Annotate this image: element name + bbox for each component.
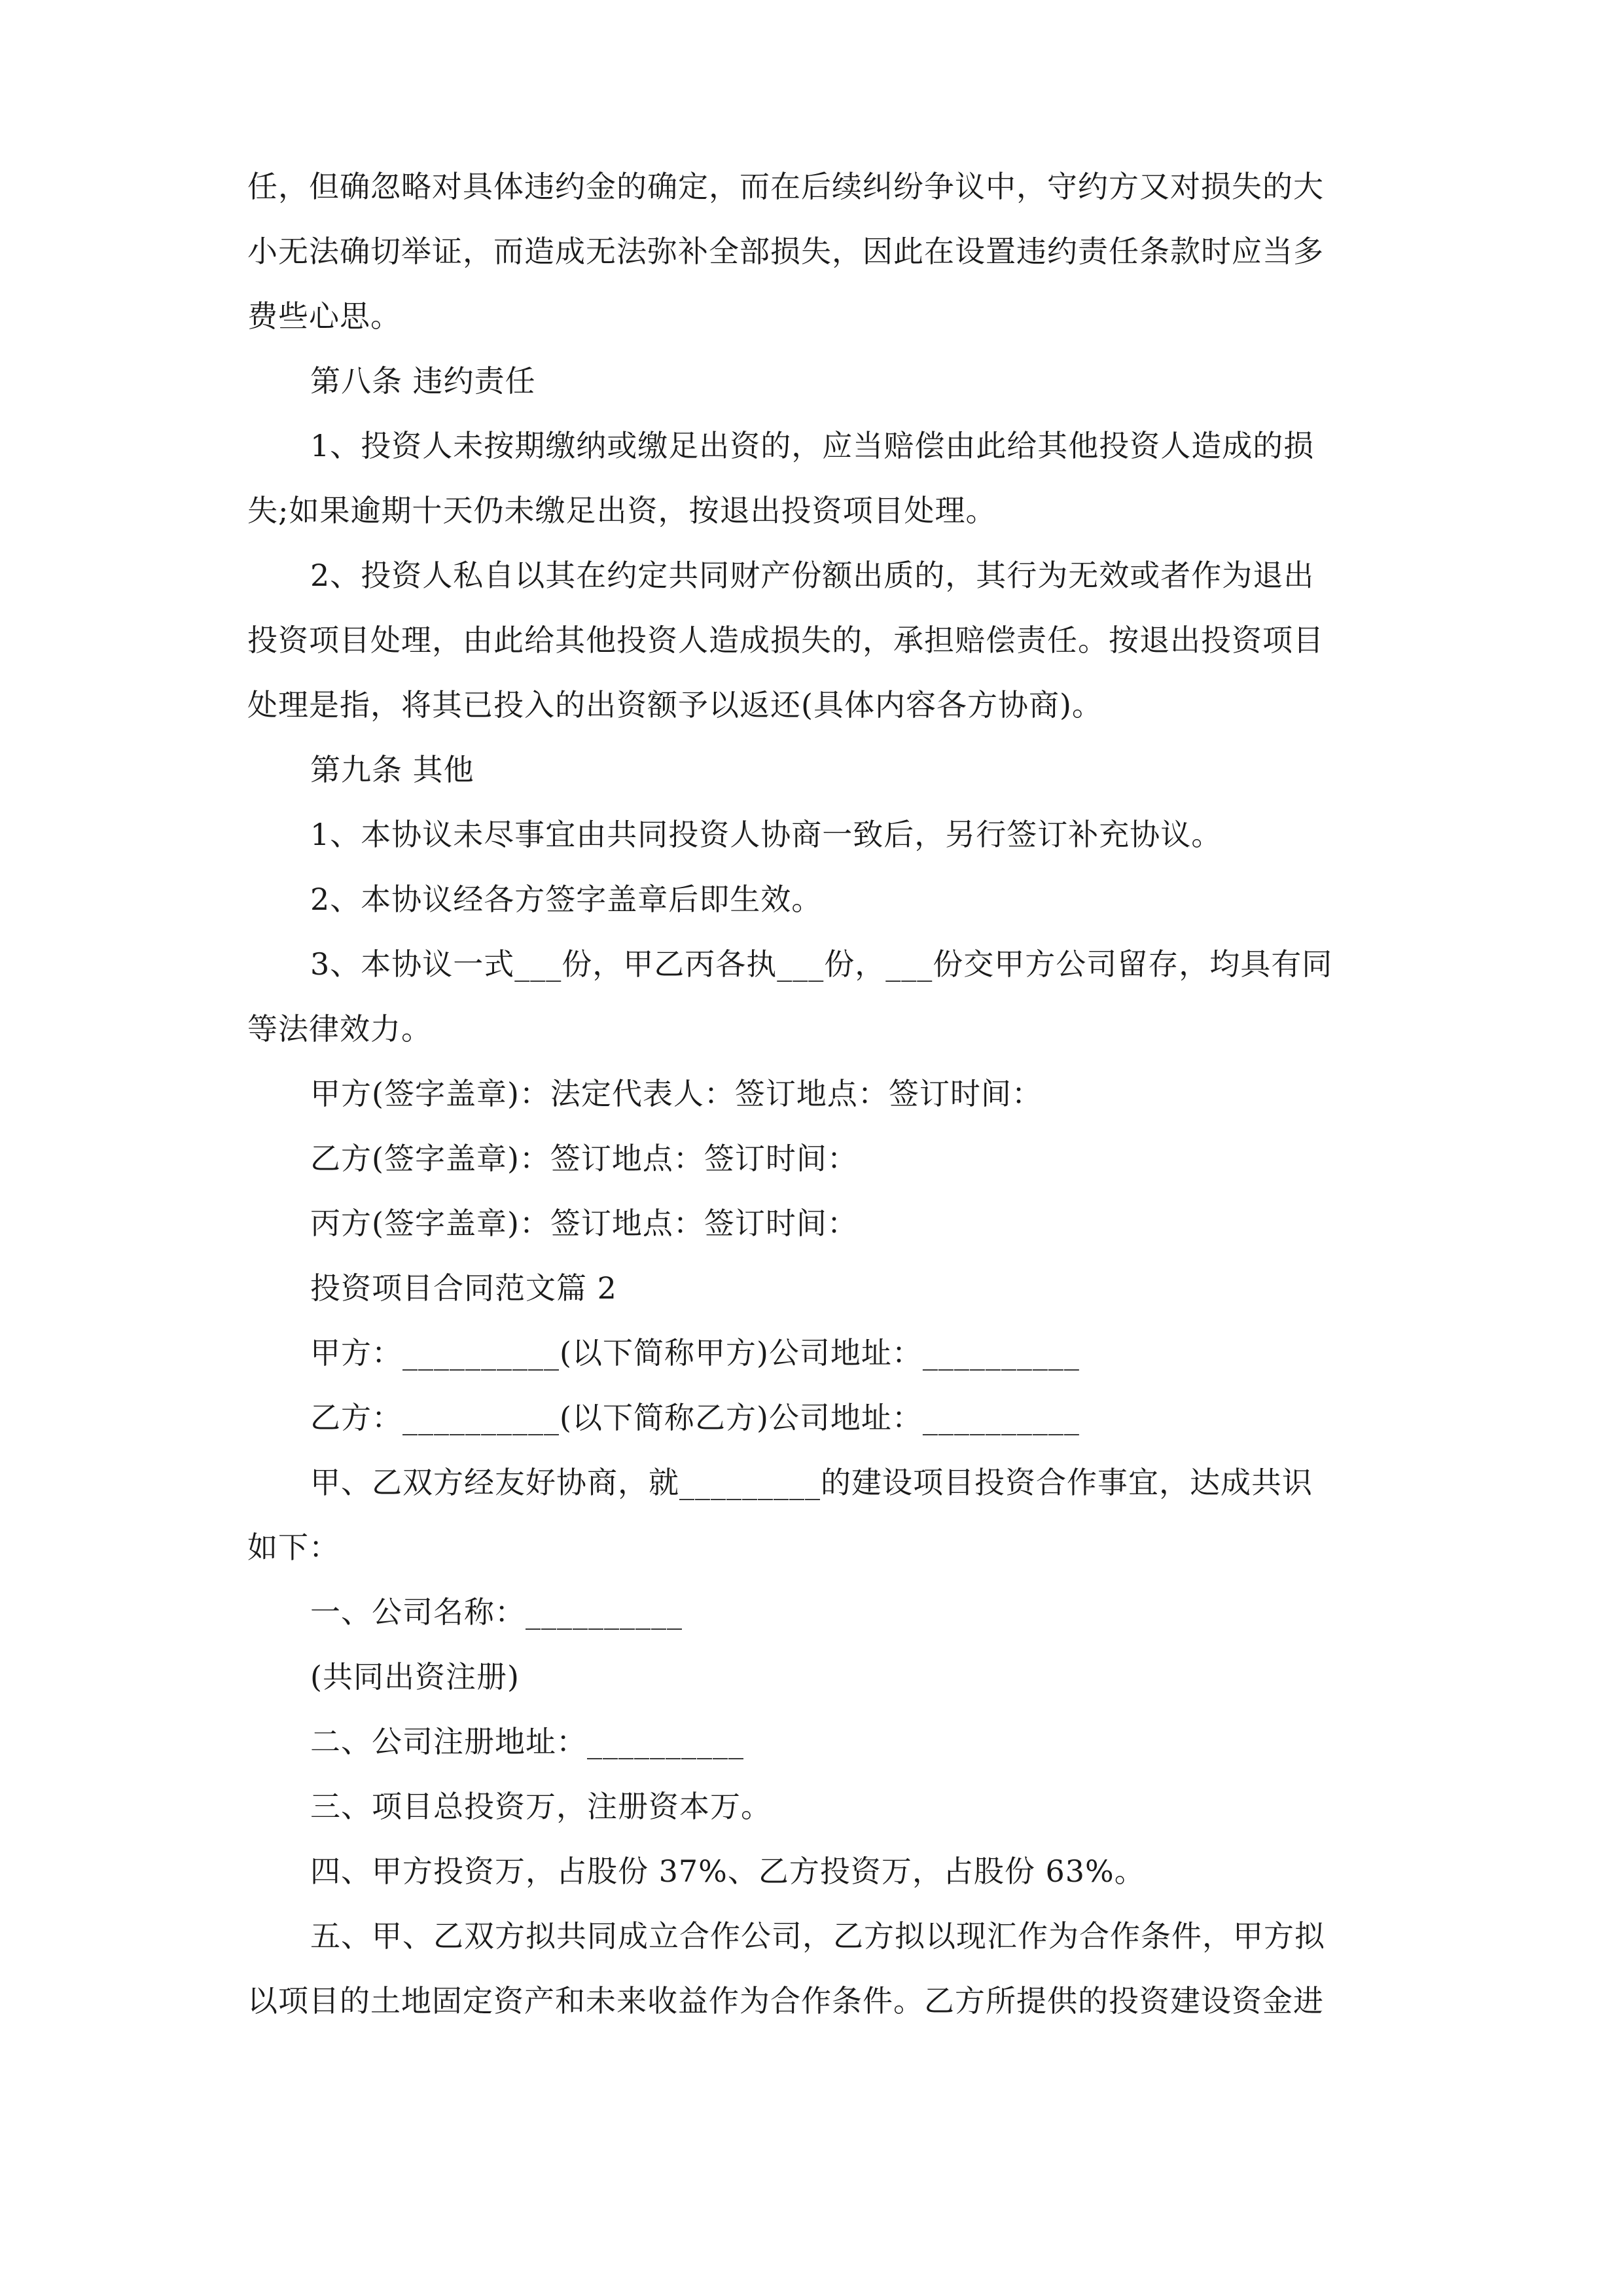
text-line: 1、投资人未按期缴纳或缴足出资的，应当赔偿由此给其他投资人造成的损	[310, 428, 1315, 463]
text-line: 一、公司名称：__________	[310, 1594, 683, 1630]
text-line: 3、本协议一式___份，甲乙丙各执___份，___份交甲方公司留存，均具有同	[310, 946, 1333, 982]
document-body	[247, 154, 1383, 2034]
text-line: 四、甲方投资万，占股份 37%、乙方投资万，占股份 63%。	[310, 1854, 1145, 1889]
text-line: 失;如果逾期十天仍未缴足出资，按退出投资项目处理。	[247, 493, 997, 528]
text-line: 丙方(签字盖章)：签订地点：签订时间：	[310, 1206, 858, 1241]
text-line: 甲方(签字盖章)：法定代表人：签订地点：签订时间：	[310, 1076, 1043, 1111]
text-line: 第八条 违约责任	[310, 363, 536, 399]
text-line: 费些心思。	[247, 298, 401, 334]
text-line: 1、本协议未尽事宜由共同投资人协商一致后，另行签订补充协议。	[310, 817, 1222, 852]
text-line: 任，但确忽略对具体违约金的确定，而在后续纠纷争议中，守约方又对损失的大	[247, 169, 1324, 204]
text-line: 第九条 其他	[310, 752, 474, 787]
text-line: 2、投资人私自以其在约定共同财产份额出质的，其行为无效或者作为退出	[310, 558, 1315, 593]
text-line: 五、甲、乙双方拟共同成立合作公司，乙方拟以现汇作为合作条件，甲方拟	[310, 1918, 1325, 1954]
text-line: 投资项目合同范文篇 2	[310, 1270, 617, 1306]
text-line: 如下：	[247, 1530, 340, 1565]
text-line: 以项目的土地固定资产和未来收益作为合作条件。乙方所提供的投资建设资金进	[247, 1983, 1324, 2018]
text-line: 等法律效力。	[247, 1011, 432, 1047]
text-line: 投资项目处理，由此给其他投资人造成损失的，承担赔偿责任。按退出投资项目	[247, 622, 1324, 658]
text-line: 甲方：__________(以下简称甲方)公司地址：__________	[310, 1335, 1080, 1371]
text-line: (共同出资注册)	[310, 1659, 520, 1695]
text-line: 乙方(签字盖章)：签订地点：签订时间：	[310, 1141, 858, 1176]
text-line: 甲、乙双方经友好协商，就_________的建设项目投资合作事宜，达成共识	[310, 1465, 1313, 1500]
text-line: 乙方：__________(以下简称乙方)公司地址：__________	[310, 1400, 1080, 1435]
text-line: 2、本协议经各方签字盖章后即生效。	[310, 882, 823, 917]
text-line: 三、项目总投资万，注册资本万。	[310, 1789, 772, 1824]
text-line: 处理是指，将其已投入的出资额予以返还(具体内容各方协商)。	[247, 687, 1103, 723]
text-line: 小无法确切举证，而造成无法弥补全部损失，因此在设置违约责任条款时应当多	[247, 234, 1324, 269]
text-line: 二、公司注册地址：__________	[310, 1724, 744, 1759]
